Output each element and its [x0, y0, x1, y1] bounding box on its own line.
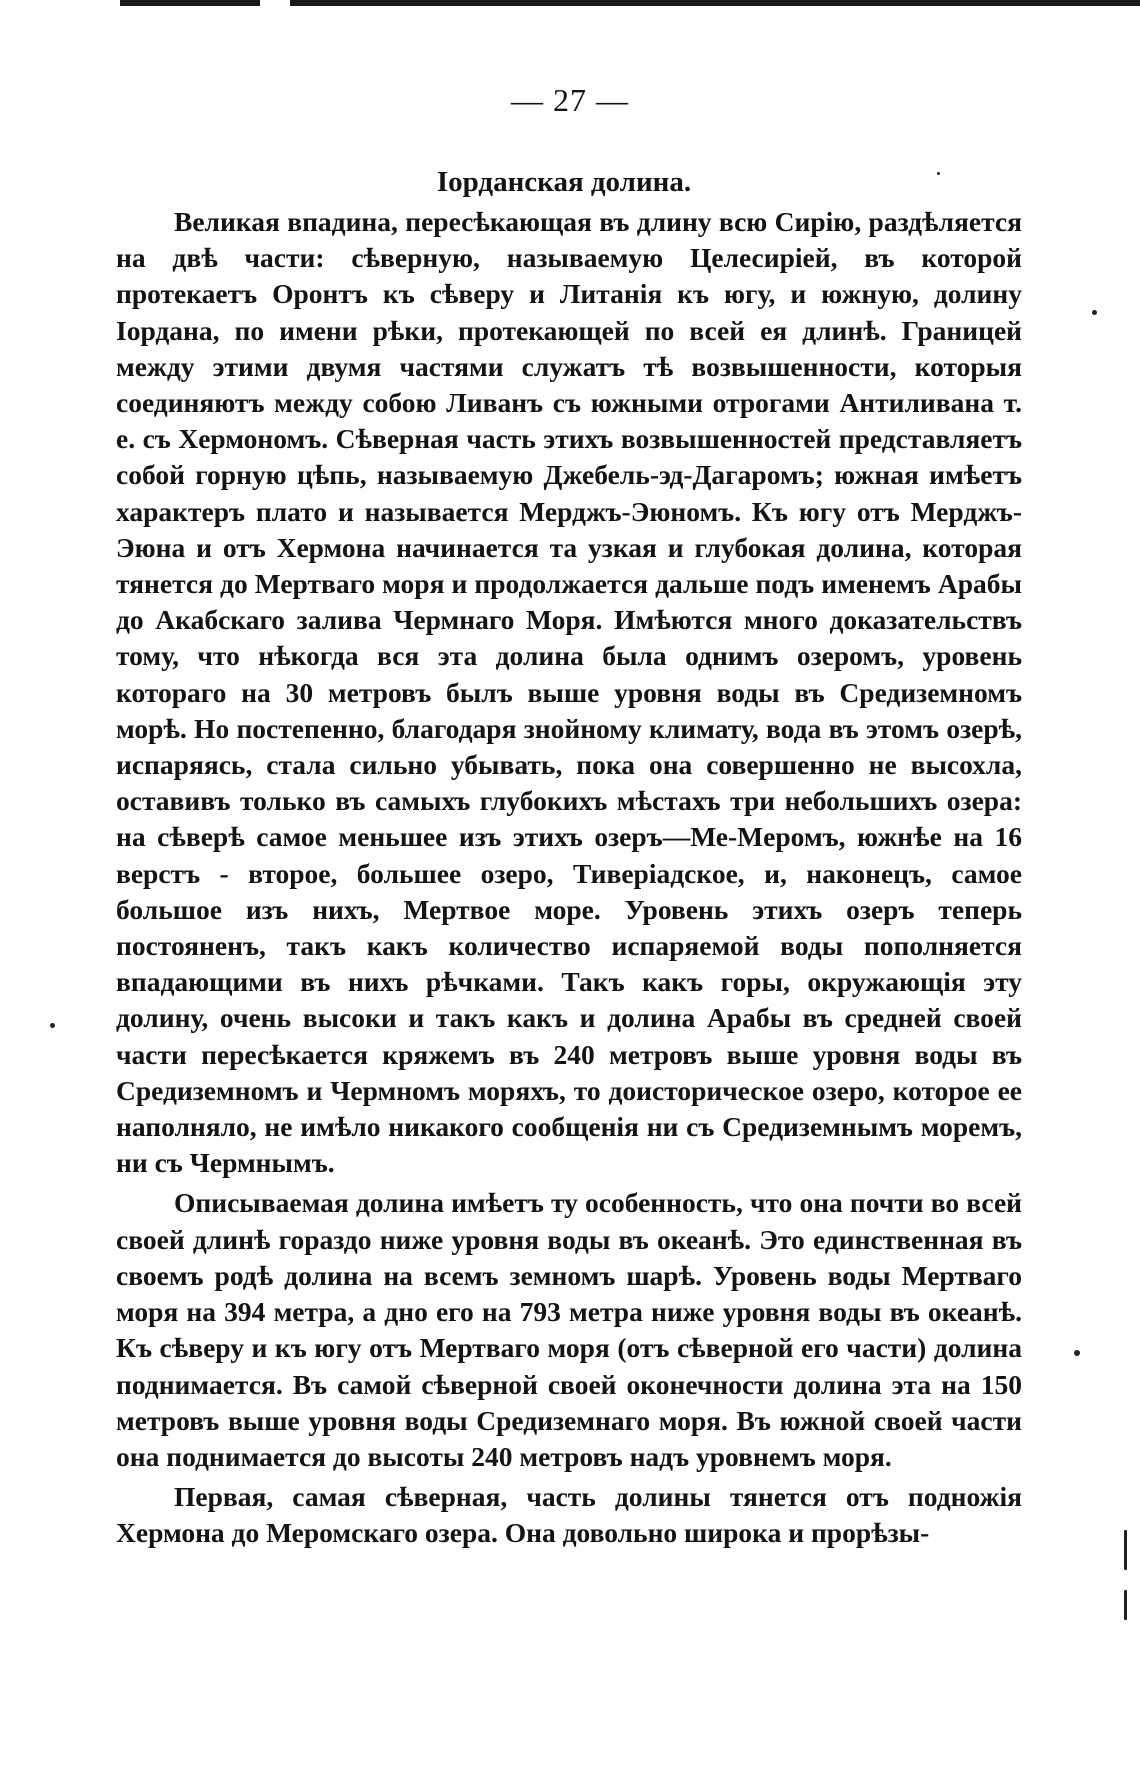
page-body [116, 160, 1022, 1556]
print-speck [50, 1023, 55, 1028]
paragraph-1: Великая впадина, пересѣкающая въ длину всю Сирію, раздѣляется на двѣ части: сѣверную, называемую Целесиріей, въ которой протекаетъ Оронтъ къ сѣверу и Литанія къ югу, и южную, долину Іордана, по имени рѣки, протекающей по всей ея длинѣ. Границей между этими двумя частями служатъ тѣ возвышенности, которыя соединяютъ между собою Ливанъ съ южными отрогами Антиливана т. е. съ Хермономъ. Сѣверная часть этихъ возвышенностей представляетъ собой горную цѣпь, называемую Джебель-эд-Дагаромъ; южная имѣетъ характеръ плато и называется Мерджъ-Эюномъ. Къ югу отъ Мерджъ-Эюна и отъ Хермона начинается та узкая и глубокая долина, которая тянется до Мертваго моря и продолжается дальше подъ именемъ Арабы до Акабскаго залива Чермнаго Моря. Имѣются много доказательствъ тому, что нѣкогда вся эта долина была однимъ озеромъ, уровень котораго на 30 метровъ былъ выше уровня воды въ Средиземномъ морѣ. Но постепенно, благодаря знойному климату, вода въ этомъ озерѣ, испаряясь, стала сильно убывать, пока она совершенно не высохла, оставивъ только въ самыхъ глубокихъ мѣстахъ три небольшихъ озера: на сѣверѣ самое меньшее изъ этихъ озеръ—Ме-Meромъ, южнѣе на 16 верстъ - второе, большее озеро, Тиверіадское, и, наконецъ, самое большое изъ нихъ, Мертвое море. Уровень этихъ озеръ теперь постояненъ, такъ какъ количество испаряемой воды пополняется впадающими въ нихъ рѣчками. Такъ какъ горы, окружающія эту долину, очень высоки и такъ какъ и долина Арабы въ средней своей части пересѣкается кряжемъ въ 240 метровъ выше уровня воды въ Средиземномъ и Чермномъ моряхъ, то доисторическое озеро, которое ее наполняло, не имѣло никакого сообщенія ни съ Средиземнымъ моремъ, ни съ Чермнымъ. [116, 206, 1022, 1179]
print-speck [937, 172, 940, 175]
print-speck [1124, 1590, 1127, 1620]
top-border-gap [260, 0, 290, 6]
paragraph-3: Первая, самая сѣверная, часть долины тянется отъ подножія Хермона до Меромскаго озера. Она довольно широка и прорѣзы- [116, 1481, 1022, 1549]
print-speck [1074, 1350, 1080, 1356]
print-speck [1124, 1530, 1127, 1570]
section-title: Іорданская долина. [436, 166, 692, 198]
paragraph-2: Описываемая долина имѣетъ ту особенность, что она почти во всей своей длинѣ гораздо ниже уровня воды въ океанѣ. Это единственная въ своемъ родѣ долина на всемъ земномъ шарѣ. Уровень воды Мертваго моря на 394 метра, а дно его на 793 метра ниже уровня воды въ океанѣ. Къ сѣверу и къ югу отъ Мертваго моря (отъ сѣверной его части) долина поднимается. Въ самой сѣверной своей оконечности долина эта на 150 метровъ выше уровня воды Средиземнаго моря. Въ южной своей части она поднимается до высоты 240 метровъ надъ уровнемъ моря. [116, 1187, 1022, 1472]
print-speck [1092, 310, 1097, 315]
page-number: — 27 — [511, 82, 629, 118]
